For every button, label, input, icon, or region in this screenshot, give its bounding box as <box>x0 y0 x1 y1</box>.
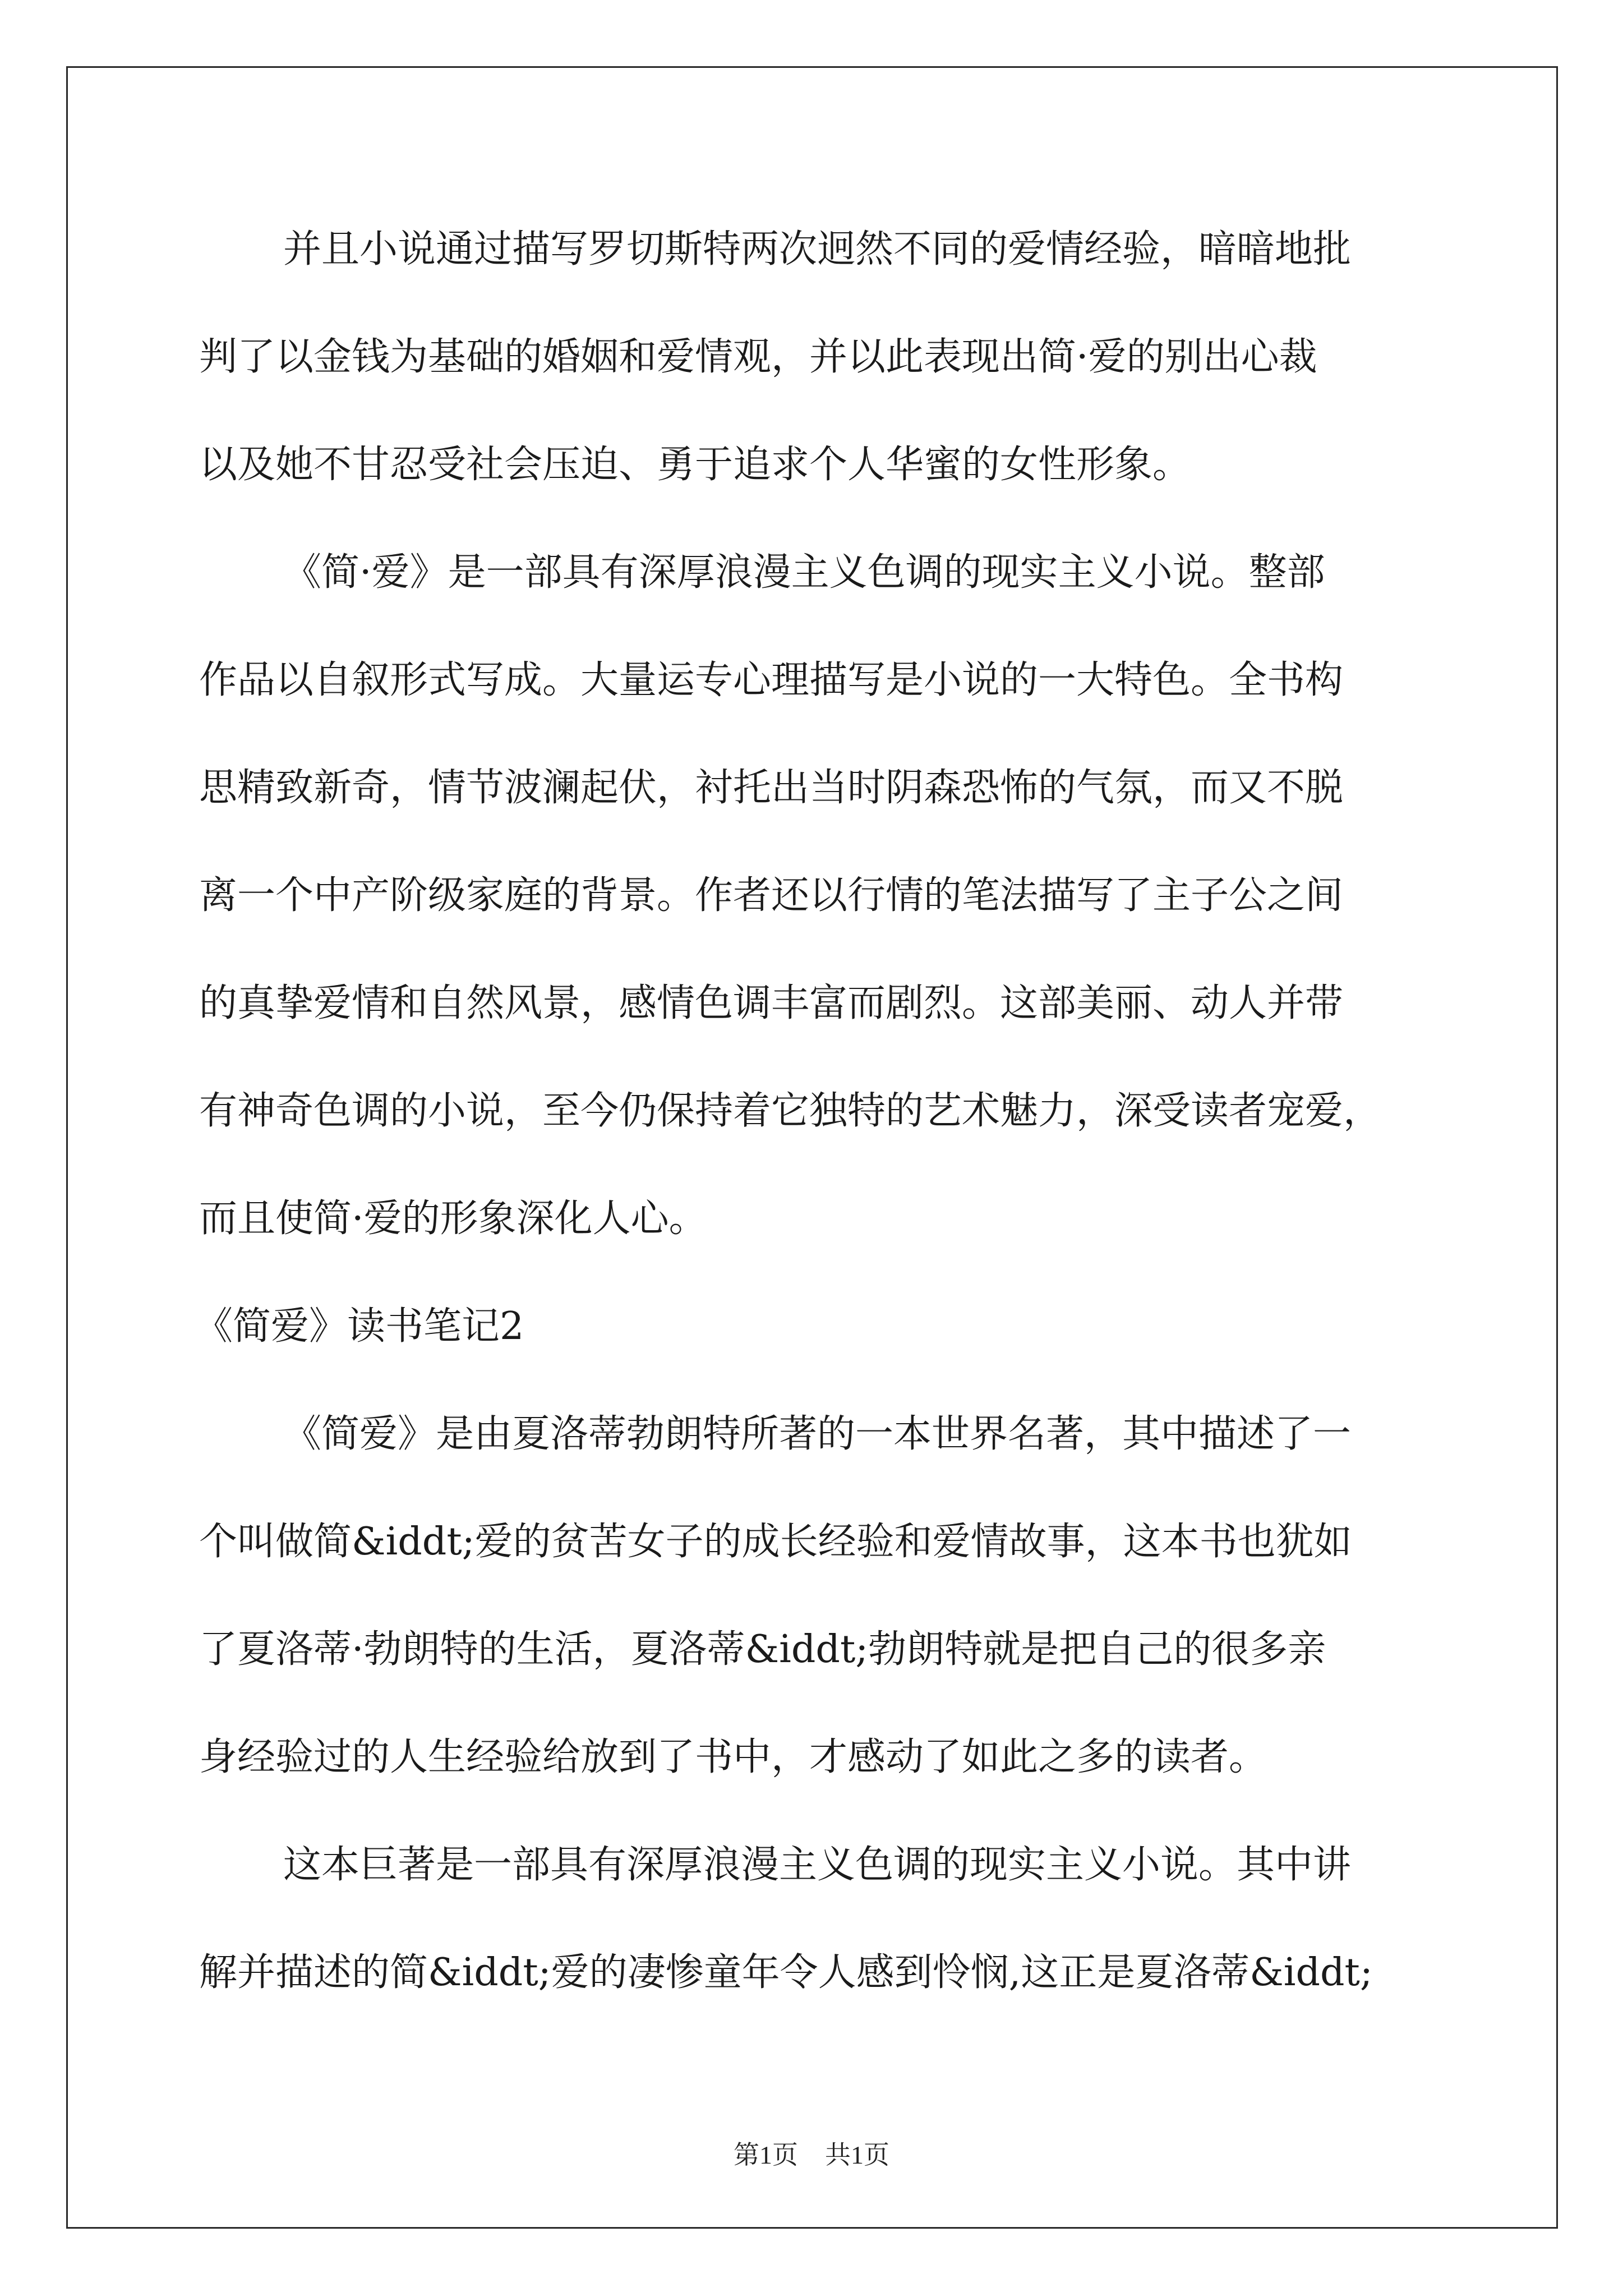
text-line: 有神奇色调的小说，至今仍保持着它独特的艺术魅力，深受读者宠爱， <box>199 1089 1382 1133</box>
text-line: 个叫做简&iddt;爱的贫苦女子的成长经验和爱情故事，这本书也犹如 <box>199 1520 1352 1564</box>
text-line: 这本巨著是一部具有深厚浪漫主义色调的现实主义小说。其中讲 <box>283 1843 1352 1887</box>
section-heading: 《简爱》读书笔记2 <box>195 1304 524 1349</box>
text-line: 了夏洛蒂·勃朗特的生活，夏洛蒂&iddt;勃朗特就是把自己的很多亲 <box>199 1627 1326 1672</box>
text-line: 以及她不甘忍受社会压迫、勇于追求个人华蜜的女性形象。 <box>199 443 1191 487</box>
text-line: 作品以自叙形式写成。大量运专心理描写是小说的一大特色。全书构 <box>199 658 1344 702</box>
page-footer <box>0 2134 1623 2171</box>
text-line: 离一个中产阶级家庭的背景。作者还以行情的笔法描写了主子公之间 <box>199 873 1344 918</box>
page-total: 共1页 <box>825 2141 889 2169</box>
text-line: 而且使简·爱的形象深化人心。 <box>199 1197 707 1241</box>
text-line: 的真挚爱情和自然风景，感情色调丰富而剧烈。这部美丽、动人并带 <box>199 981 1344 1025</box>
page-number: 第1页 <box>734 2141 798 2169</box>
text-line: 判了以金钱为基础的婚姻和爱情观，并以此表现出简·爱的别出心裁 <box>199 335 1317 379</box>
text-line: 《简·爱》是一部具有深厚浪漫主义色调的现实主义小说。整部 <box>283 550 1325 595</box>
text-line: 并且小说通过描写罗切斯特两次迥然不同的爱情经验，暗暗地批 <box>283 227 1352 272</box>
text-line: 解并描述的简&iddt;爱的凄惨童年令人感到怜悯,这正是夏洛蒂&iddt; <box>199 1950 1373 1995</box>
text-line: 身经验过的人生经验给放到了书中，才感动了如此之多的读者。 <box>199 1735 1267 1779</box>
text-line: 思精致新奇，情节波澜起伏，衬托出当时阴森恐怖的气氛，而又不脱 <box>199 766 1344 810</box>
text-line: 《简爱》是由夏洛蒂勃朗特所著的一本世界名著，其中描述了一 <box>283 1412 1352 1456</box>
document-body <box>195 216 1433 2047</box>
